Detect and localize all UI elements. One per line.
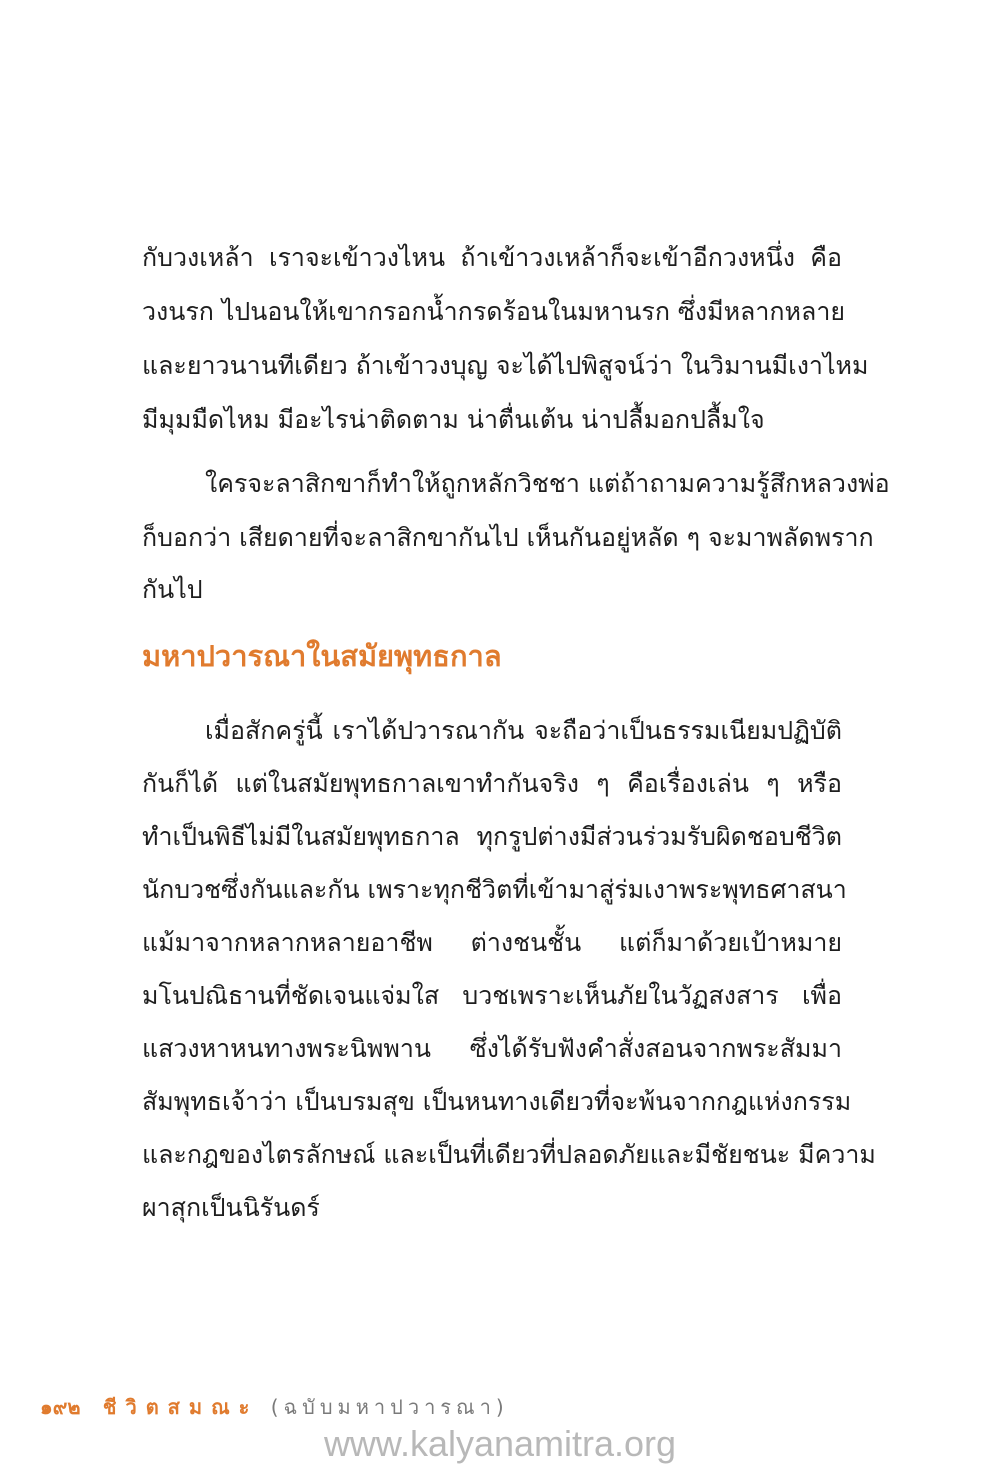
paragraph-3-line: นักบวชซึ่งกันและกัน เพราะทุกชีวิตที่เข้ามาสู่ร่มเงาพระพุทธศาสนา xyxy=(142,875,847,904)
paragraph-3-line: แม้มาจากหลากหลายอาชีพ ต่างชนชั้น แต่ก็มาด้วยเป้าหมาย xyxy=(142,928,842,957)
paragraph-2-line: ใครจะลาสิกขาก็ทำให้ถูกหลักวิชชา แต่ถ้าถามความรู้สึกหลวงพ่อ xyxy=(205,469,890,498)
page-number: ๑๙๒ xyxy=(40,1395,81,1419)
paragraph-3-line: ผาสุกเป็นนิรันดร์ xyxy=(142,1193,320,1222)
paragraph-1-line: และยาวนานทีเดียว ถ้าเข้าวงบุญ จะได้ไปพิสูจน์ว่า ในวิมานมีเงาไหม xyxy=(142,351,869,380)
book-edition: (ฉบับมหาปวารณา) xyxy=(270,1395,509,1419)
paragraph-3-line: มโนปณิธานที่ชัดเจนแจ่มใส บวชเพราะเห็นภัยในวัฏสงสาร เพื่อ xyxy=(142,981,842,1010)
book-title: ชีวิตสมณะ xyxy=(102,1395,259,1419)
paragraph-3-line: เมื่อสักครู่นี้ เราได้ปวารณากัน จะถือว่าเป็นธรรมเนียมปฏิบัติ xyxy=(205,716,842,745)
paragraph-3-line: สัมพุทธเจ้าว่า เป็นบรมสุข เป็นหนทางเดียวที่จะพ้นจากกฎแห่งกรรม xyxy=(142,1087,852,1116)
page-footer xyxy=(40,1390,509,1424)
watermark: www.kalyanamitra.org xyxy=(323,1423,677,1464)
paragraph-3-line: แสวงหาหนทางพระนิพพาน ซึ่งได้รับฟังคำสั่งสอนจากพระสัมมา xyxy=(142,1034,842,1063)
section-heading: มหาปวารณาในสมัยพุทธกาล xyxy=(142,639,502,673)
paragraph-1-line: กับวงเหล้า เราจะเข้าวงไหน ถ้าเข้าวงเหล้าก็จะเข้าอีกวงหนึ่ง คือ xyxy=(142,243,842,272)
paragraph-1-line: วงนรก ไปนอนให้เขากรอกน้ำกรดร้อนในมหานรก ซึ่งมีหลากหลาย xyxy=(142,297,846,326)
paragraph-3-line: กันก็ได้ แต่ในสมัยพุทธกาลเขาทำกันจริง ๆ คือเรื่องเล่น ๆ หรือ xyxy=(142,769,842,798)
paragraph-1-line: มีมุมมืดไหม มีอะไรน่าติดตาม น่าตื่นเต้น น่าปลื้มอกปลื้มใจ xyxy=(142,405,765,434)
paragraph-2-line: กันไป xyxy=(142,575,203,604)
paragraph-3-line: และกฎของไตรลักษณ์ และเป็นที่เดียวที่ปลอดภัยและมีชัยชนะ มีความ xyxy=(142,1140,876,1169)
paragraph-2-line: ก็บอกว่า เสียดายที่จะลาสิกขากันไป เห็นกันอยู่หลัด ๆ จะมาพลัดพราก xyxy=(142,523,874,552)
paragraph-3-line: ทำเป็นพิธีไม่มีในสมัยพุทธกาล ทุกรูปต่างมีส่วนร่วมรับผิดชอบชีวิต xyxy=(142,822,842,851)
